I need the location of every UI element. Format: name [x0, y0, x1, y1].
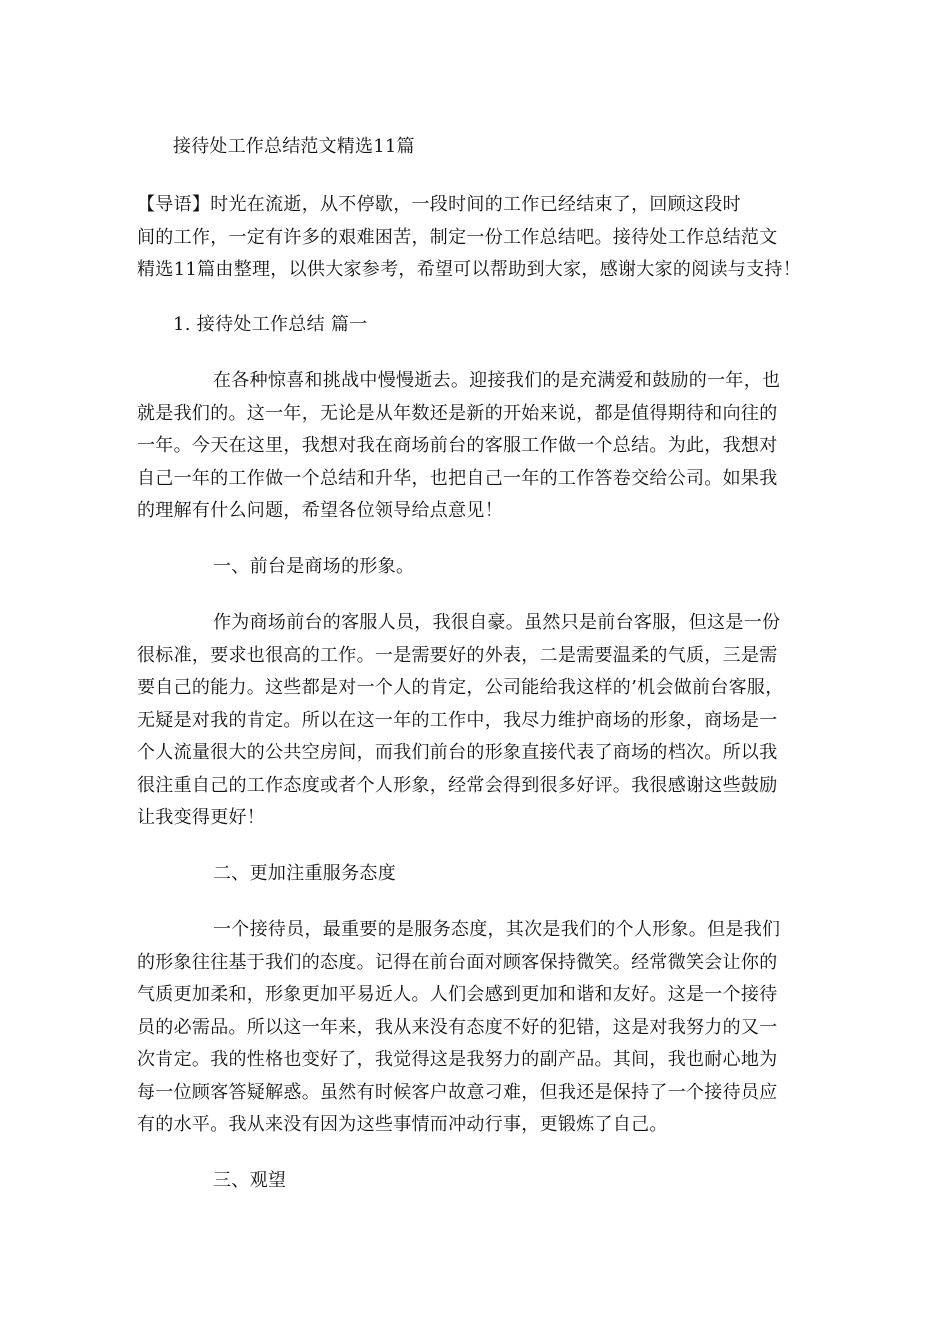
p3-line-1: 一个接待员，最重要的是服务态度，其次是我们的个人形象。但是我们	[213, 919, 781, 940]
p1-line-1: 在各种惊喜和挑战中慢慢逝去。迎接我们的是充满爱和鼓励的一年，也	[213, 370, 781, 391]
document-title: 接待处工作总结范文精选11篇	[173, 136, 415, 157]
intro-line-3: 精选11篇由整理，以供大家参考，希望可以帮助到大家，感谢大家的阅读与支持！	[137, 259, 802, 280]
p1-line-2: 就是我们的。这一年，无论是从年数还是新的开始来说，都是值得期待和向往的	[137, 403, 778, 424]
intro-line-1: 【导语】时光在流逝，从不停歇，一段时间的工作已经结束了，回顾这段时	[137, 194, 741, 215]
p3-line-6: 每一位顾客答疑解惑。虽然有时候客户故意刁难，但我还是保持了一个接待员应	[137, 1082, 778, 1103]
p3-line-7: 有的水平。我从来没有因为这些事情而冲动行事，更锻炼了自己。	[137, 1114, 668, 1135]
section-heading-1: 1. 接待处工作总结 篇一	[173, 314, 368, 335]
p1-line-5: 的理解有什么问题，希望各位领导给点意见！	[137, 500, 503, 521]
subheading-two: 二、更加注重服务态度	[213, 863, 396, 884]
intro-line-2: 间的工作，一定有许多的艰难困苦，制定一份工作总结吧。接待处工作总结范文	[137, 227, 778, 248]
p1-line-3: 一年。今天在这里，我想对我在商场前台的客服工作做一个总结。为此，我想对	[137, 435, 778, 456]
p2-line-3: 要自己的能力。这些都是对一个人的肯定，公司能给我这样的’机会做前台客服，	[137, 677, 784, 698]
p3-line-5: 次肯定。我的性格也变好了，我觉得这是我努力的副产品。其间，我也耐心地为	[137, 1049, 778, 1070]
subheading-one: 一、前台是商场的形象。	[213, 556, 415, 577]
p3-line-2: 的形象往往基于我们的态度。记得在前台面对顾客保持微笑。经常微笑会让你的	[137, 952, 778, 973]
p2-line-6: 很注重自己的工作态度或者个人形象，经常会得到很多好评。我很感谢这些鼓励	[137, 775, 778, 796]
p2-line-2: 很标准，要求也很高的工作。一是需要好的外表，二是需要温柔的气质，三是需	[137, 645, 778, 666]
p1-line-4: 自己一年的工作做一个总结和升华，也把自己一年的工作答卷交给公司。如果我	[137, 468, 778, 489]
p2-line-5: 个人流量很大的公共空房间，而我们前台的形象直接代表了商场的档次。所以我	[137, 742, 778, 763]
p2-line-1: 作为商场前台的客服人员，我很自豪。虽然只是前台客服，但这是一份	[213, 612, 781, 633]
p3-line-4: 员的必需品。所以这一年来，我从来没有态度不好的犯错，这是对我努力的又一	[137, 1017, 778, 1038]
p2-line-7: 让我变得更好！	[137, 807, 266, 828]
subheading-three: 三、观望	[213, 1170, 287, 1191]
p3-line-3: 气质更加柔和，形象更加平易近人。人们会感到更加和谐和友好。这是一个接待	[137, 984, 778, 1005]
p2-line-4: 无疑是对我的肯定。所以在这一年的工作中，我尽力维护商场的形象，商场是一	[137, 710, 778, 731]
